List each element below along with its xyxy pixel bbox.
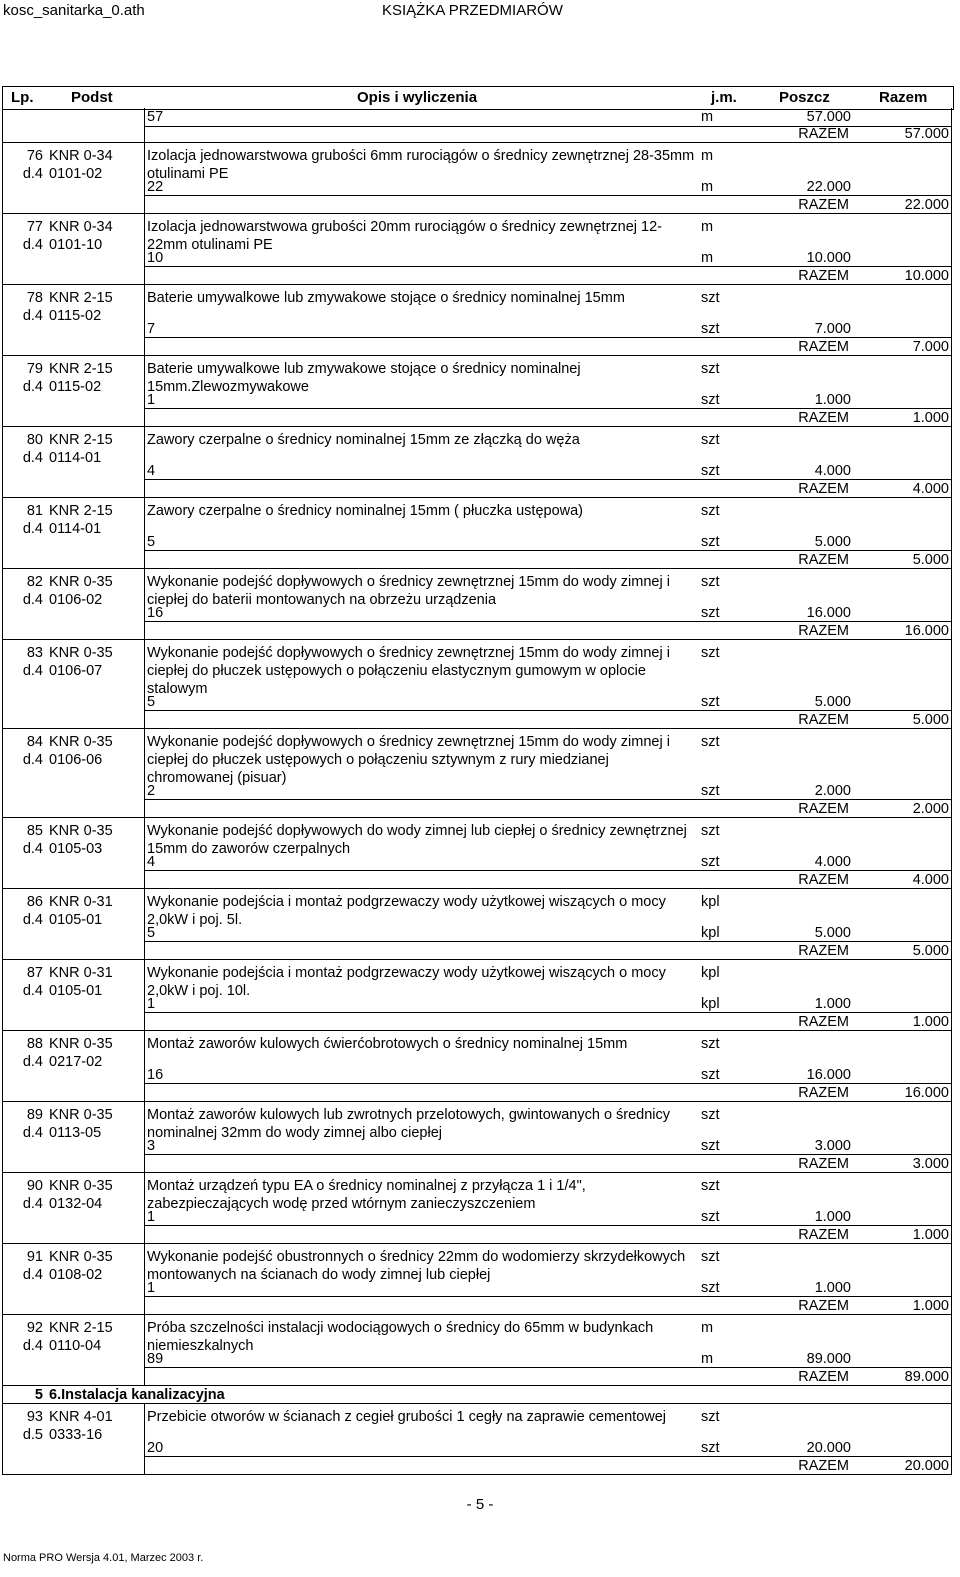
item-quantity-unit: szt — [701, 694, 720, 710]
item-knr-code: KNR 0-35 — [49, 1107, 113, 1123]
item-poszcz: 5.000 — [814, 925, 851, 941]
item-lp: 81 — [26, 503, 43, 519]
item-knr-code: KNR 0-35 — [49, 1178, 113, 1194]
item-razem: 1.000 — [912, 1014, 949, 1030]
item-knr-number: 0110-04 — [49, 1338, 102, 1354]
item-row — [2, 569, 952, 640]
item-d: d.4 — [22, 592, 43, 608]
carryover-razem-label: RAZEM — [798, 126, 849, 142]
item-knr-code: KNR 0-31 — [49, 894, 113, 910]
item-d: d.4 — [22, 752, 43, 768]
carryover-razem: 57.000 — [904, 126, 949, 142]
item-lp: 90 — [26, 1178, 43, 1194]
column-header-row — [2, 86, 954, 110]
item-knr-number: 0101-10 — [49, 237, 103, 253]
item-razem-label: RAZEM — [798, 1298, 849, 1314]
item-quantity: 1 — [147, 996, 156, 1012]
item-d: d.4 — [22, 1054, 43, 1070]
item-knr-code: KNR 0-35 — [49, 574, 113, 590]
item-razem-label: RAZEM — [798, 712, 849, 728]
item-razem-label: RAZEM — [798, 268, 849, 284]
item-unit: kpl — [701, 894, 720, 910]
item-quantity: 4 — [147, 854, 156, 870]
item-razem: 7.000 — [912, 339, 949, 355]
item-knr-code: KNR 2-15 — [49, 361, 113, 377]
item-description: Zawory czerpalne o średnicy nominalnej 15mm ze złączką do węża — [147, 432, 580, 448]
item-razem: 1.000 — [912, 410, 949, 426]
item-quantity-unit: m — [701, 179, 714, 195]
item-lp: 87 — [26, 965, 43, 981]
item-d: d.5 — [22, 1427, 43, 1443]
item-unit: szt — [701, 1409, 720, 1425]
item-description: Wykonanie podejść obustronnych o średnicy 22mm do wodomierzy skrzydełkowych montowanych na ścianach do wody zimnej lub ciepłej — [147, 1249, 686, 1283]
item-lp: 86 — [26, 894, 43, 910]
item-knr-code: KNR 2-15 — [49, 503, 113, 519]
item-d: d.4 — [22, 521, 43, 537]
item-d: d.4 — [22, 983, 43, 999]
item-unit: m — [701, 148, 714, 164]
item-d: d.4 — [22, 663, 43, 679]
item-quantity-unit: szt — [701, 463, 720, 479]
item-knr-code: KNR 0-34 — [49, 148, 113, 164]
item-quantity: 16 — [147, 1067, 164, 1083]
item-row — [2, 889, 952, 960]
item-poszcz: 1.000 — [814, 1209, 851, 1225]
item-lp: 88 — [26, 1036, 43, 1052]
item-knr-code: KNR 0-31 — [49, 965, 113, 981]
item-quantity: 5 — [147, 694, 156, 710]
item-poszcz: 5.000 — [814, 694, 851, 710]
item-lp: 78 — [26, 290, 43, 306]
col-opis: Opis i wyliczenia — [357, 89, 478, 106]
item-razem: 16.000 — [904, 1085, 949, 1101]
item-description: Zawory czerpalne o średnicy nominalnej 15mm ( płuczka ustępowa) — [147, 503, 583, 519]
item-quantity-unit: kpl — [701, 925, 720, 941]
item-poszcz: 16.000 — [806, 605, 851, 621]
item-razem-label: RAZEM — [798, 552, 849, 568]
section-title: 6.Instalacja kanalizacyjna — [49, 1387, 225, 1403]
item-description: Wykonanie podejść dopływowych o średnicy zewnętrznej 15mm do wody zimnej i ciepłej do płuczek ustępowych o połączeniu elastycznym gumowym w oplocie stalowym — [147, 645, 670, 697]
column-divider — [144, 640, 145, 728]
item-razem-label: RAZEM — [798, 1369, 849, 1385]
item-unit: szt — [701, 574, 720, 590]
col-jm: j.m. — [711, 89, 737, 106]
item-quantity-unit: szt — [701, 1138, 720, 1154]
carryover-qty: 57 — [147, 109, 164, 125]
item-unit: szt — [701, 503, 720, 519]
item-razem-label: RAZEM — [798, 872, 849, 888]
item-quantity: 3 — [147, 1138, 156, 1154]
item-row — [2, 818, 952, 889]
item-knr-number: 0217-02 — [49, 1054, 103, 1070]
item-razem: 20.000 — [904, 1458, 949, 1474]
item-quantity: 1 — [147, 392, 156, 408]
carryover-unit: m — [701, 109, 714, 125]
item-quantity: 7 — [147, 321, 156, 337]
item-lp: 82 — [26, 574, 43, 590]
item-knr-number: 0114-01 — [49, 521, 102, 537]
item-quantity-unit: kpl — [701, 996, 720, 1012]
item-d: d.4 — [22, 1338, 43, 1354]
item-razem-label: RAZEM — [798, 197, 849, 213]
item-lp: 93 — [26, 1409, 43, 1425]
item-razem-label: RAZEM — [798, 339, 849, 355]
item-razem-label: RAZEM — [798, 1156, 849, 1172]
item-unit: szt — [701, 290, 720, 306]
item-razem-label: RAZEM — [798, 801, 849, 817]
item-d: d.4 — [22, 912, 43, 928]
item-knr-number: 0113-05 — [49, 1125, 102, 1141]
item-quantity: 16 — [147, 605, 164, 621]
item-unit: m — [701, 1320, 714, 1336]
item-d: d.4 — [22, 308, 43, 324]
item-lp: 92 — [26, 1320, 43, 1336]
item-knr-number: 0106-07 — [49, 663, 103, 679]
item-description: Baterie umywalkowe lub zmywakowe stojące o średnicy nominalnej 15mm.Zlewozmywakowe — [147, 361, 581, 395]
item-d: d.4 — [22, 1125, 43, 1141]
item-razem-label: RAZEM — [798, 410, 849, 426]
item-knr-code: KNR 2-15 — [49, 1320, 113, 1336]
item-row — [2, 960, 952, 1031]
item-razem: 89.000 — [904, 1369, 949, 1385]
item-quantity-unit: szt — [701, 1209, 720, 1225]
column-divider — [144, 729, 145, 817]
item-knr-code: KNR 0-34 — [49, 219, 113, 235]
item-knr-number: 0115-02 — [49, 379, 102, 395]
item-description: Wykonanie podejść dopływowych o średnicy zewnętrznej 15mm do wody zimnej i ciepłej do płuczek ustępowych o połączeniu sztywnym z rury miedzianej chromowanej (pisuar) — [147, 734, 670, 786]
item-unit: szt — [701, 645, 720, 661]
item-quantity-unit: szt — [701, 854, 720, 870]
item-poszcz: 89.000 — [806, 1351, 851, 1367]
col-razem: Razem — [879, 89, 928, 106]
item-lp: 85 — [26, 823, 43, 839]
item-quantity-unit: szt — [701, 783, 720, 799]
item-knr-code: KNR 2-15 — [49, 290, 113, 306]
item-description: Montaż urządzeń typu EA o średnicy nominalnej z przyłącza 1 i 1/4", zabezpieczających wodę przed wtórnym zanieczyszczeniem — [147, 1178, 586, 1212]
item-razem-label: RAZEM — [798, 1085, 849, 1101]
item-razem: 16.000 — [904, 623, 949, 639]
item-razem: 2.000 — [912, 801, 949, 817]
file-name: kosc_sanitarka_0.ath — [3, 2, 145, 19]
item-razem: 1.000 — [912, 1298, 949, 1314]
item-d: d.4 — [22, 1196, 43, 1212]
item-row — [2, 1031, 952, 1102]
item-unit: kpl — [701, 965, 720, 981]
item-knr-number: 0114-01 — [49, 450, 102, 466]
item-knr-code: KNR 0-35 — [49, 1036, 113, 1052]
item-quantity: 2 — [147, 783, 156, 799]
item-quantity-unit: szt — [701, 1440, 720, 1456]
item-quantity-unit: szt — [701, 321, 720, 337]
item-description: Wykonanie podejścia i montaż podgrzewaczy wody użytkowej wiszących o mocy 2,0kW i poj. 5l. — [147, 894, 666, 928]
item-quantity: 4 — [147, 463, 156, 479]
item-razem-label: RAZEM — [798, 623, 849, 639]
item-poszcz: 16.000 — [806, 1067, 851, 1083]
item-poszcz: 5.000 — [814, 534, 851, 550]
item-quantity-unit: m — [701, 1351, 714, 1367]
item-quantity-unit: szt — [701, 1067, 720, 1083]
item-razem: 10.000 — [904, 268, 949, 284]
item-knr-code: KNR 0-35 — [49, 1249, 113, 1265]
item-d: d.4 — [22, 1267, 43, 1283]
item-row — [2, 143, 952, 214]
item-poszcz: 1.000 — [814, 996, 851, 1012]
item-row — [2, 427, 952, 498]
item-razem: 3.000 — [912, 1156, 949, 1172]
item-razem: 5.000 — [912, 552, 949, 568]
item-knr-number: 0105-01 — [49, 912, 103, 928]
item-unit: szt — [701, 734, 720, 750]
item-poszcz: 4.000 — [814, 463, 851, 479]
item-quantity: 22 — [147, 179, 164, 195]
item-poszcz: 10.000 — [806, 250, 851, 266]
item-razem-label: RAZEM — [798, 1014, 849, 1030]
item-razem-label: RAZEM — [798, 1458, 849, 1474]
item-lp: 89 — [26, 1107, 43, 1123]
item-knr-number: 0108-02 — [49, 1267, 103, 1283]
item-row — [2, 729, 952, 818]
item-razem: 1.000 — [912, 1227, 949, 1243]
item-poszcz: 1.000 — [814, 392, 851, 408]
page-number: - 5 - — [466, 1496, 494, 1513]
item-quantity: 89 — [147, 1351, 164, 1367]
item-quantity-unit: m — [701, 250, 714, 266]
item-quantity: 5 — [147, 925, 156, 941]
item-knr-code: KNR 0-35 — [49, 823, 113, 839]
item-poszcz: 22.000 — [806, 179, 851, 195]
item-quantity: 20 — [147, 1440, 164, 1456]
item-poszcz: 7.000 — [814, 321, 851, 337]
item-row — [2, 1244, 952, 1315]
item-row — [2, 285, 952, 356]
item-knr-number: 0101-02 — [49, 166, 103, 182]
item-unit: m — [701, 219, 714, 235]
item-knr-number: 0333-16 — [49, 1427, 103, 1443]
item-unit: szt — [701, 1036, 720, 1052]
item-knr-code: KNR 0-35 — [49, 734, 113, 750]
item-lp: 76 — [26, 148, 43, 164]
item-knr-number: 0132-04 — [49, 1196, 103, 1212]
item-unit: szt — [701, 361, 720, 377]
item-row — [2, 214, 952, 285]
item-d: d.4 — [22, 841, 43, 857]
item-description: Montaż zaworów kulowych ćwierćobrotowych o średnicy nominalnej 15mm — [147, 1036, 628, 1052]
item-description: Izolacja jednowarstwowa grubości 6mm rurociągów o średnicy zewnętrznej 28-35mm otulinami PE — [147, 148, 695, 182]
item-row — [2, 1102, 952, 1173]
item-knr-number: 0105-01 — [49, 983, 103, 999]
item-poszcz: 4.000 — [814, 854, 851, 870]
item-razem-label: RAZEM — [798, 1227, 849, 1243]
item-description: Izolacja jednowarstwowa grubości 20mm rurociągów o średnicy zewnętrznej 12-22mm otulinami PE — [147, 219, 662, 253]
item-lp: 83 — [26, 645, 43, 661]
col-lp: Lp. — [11, 89, 34, 106]
item-poszcz: 20.000 — [806, 1440, 851, 1456]
item-razem-label: RAZEM — [798, 481, 849, 497]
item-poszcz: 1.000 — [814, 1280, 851, 1296]
col-poszcz: Poszcz — [779, 89, 830, 106]
carryover-poszcz: 57.000 — [806, 109, 851, 125]
item-row — [2, 498, 952, 569]
item-row — [2, 1315, 952, 1386]
item-razem-label: RAZEM — [798, 943, 849, 959]
item-description: Baterie umywalkowe lub zmywakowe stojące o średnicy nominalnej 15mm — [147, 290, 625, 306]
carryover-row — [2, 108, 952, 143]
item-lp: 77 — [26, 219, 43, 235]
item-razem: 5.000 — [912, 712, 949, 728]
item-lp: 79 — [26, 361, 43, 377]
item-row — [2, 640, 952, 729]
item-razem: 5.000 — [912, 943, 949, 959]
item-quantity: 5 — [147, 534, 156, 550]
item-description: Wykonanie podejść dopływowych o średnicy zewnętrznej 15mm do wody zimnej i ciepłej do baterii montowanych na obrzeżu urządzenia — [147, 574, 670, 608]
item-d: d.4 — [22, 237, 43, 253]
item-quantity-unit: szt — [701, 1280, 720, 1296]
item-quantity-unit: szt — [701, 605, 720, 621]
item-lp: 91 — [26, 1249, 43, 1265]
item-razem: 4.000 — [912, 481, 949, 497]
item-d: d.4 — [22, 379, 43, 395]
section-number: 5 — [34, 1387, 43, 1403]
item-row — [2, 356, 952, 427]
section-row — [2, 1386, 952, 1404]
item-knr-code: KNR 2-15 — [49, 432, 113, 448]
software-version: Norma PRO Wersja 4.01, Marzec 2003 r. — [3, 1552, 204, 1564]
document-title: KSIĄŻKA PRZEDMIARÓW — [382, 2, 563, 19]
item-poszcz: 3.000 — [814, 1138, 851, 1154]
item-quantity-unit: szt — [701, 392, 720, 408]
item-row — [2, 1173, 952, 1244]
item-row — [2, 1404, 952, 1475]
item-quantity: 1 — [147, 1209, 156, 1225]
item-knr-number: 0115-02 — [49, 308, 102, 324]
item-description: Wykonanie podejść dopływowych do wody zimnej lub ciepłej o średnicy zewnętrznej 15mm do zaworów czerpalnych — [147, 823, 687, 857]
item-razem: 4.000 — [912, 872, 949, 888]
item-description: Wykonanie podejścia i montaż podgrzewaczy wody użytkowej wiszących o mocy 2,0kW i poj. 10l. — [147, 965, 666, 999]
item-knr-number: 0106-06 — [49, 752, 103, 768]
item-lp: 84 — [26, 734, 43, 750]
item-quantity-unit: szt — [701, 534, 720, 550]
item-unit: szt — [701, 1249, 720, 1265]
item-knr-number: 0106-02 — [49, 592, 103, 608]
item-knr-code: KNR 0-35 — [49, 645, 113, 661]
item-quantity: 10 — [147, 250, 164, 266]
item-d: d.4 — [22, 450, 43, 466]
item-description: Przebicie otworów w ścianach z cegieł grubości 1 cegły na zaprawie cementowej — [147, 1409, 667, 1425]
item-quantity: 1 — [147, 1280, 156, 1296]
item-unit: szt — [701, 823, 720, 839]
item-description: Próba szczelności instalacji wodociągowych o średnicy do 65mm w budynkach niemieszkalnych — [147, 1320, 654, 1354]
item-unit: szt — [701, 432, 720, 448]
item-knr-number: 0105-03 — [49, 841, 103, 857]
item-unit: szt — [701, 1107, 720, 1123]
item-knr-code: KNR 4-01 — [49, 1409, 113, 1425]
item-unit: szt — [701, 1178, 720, 1194]
item-razem: 22.000 — [904, 197, 949, 213]
item-lp: 80 — [26, 432, 43, 448]
item-description: Montaż zaworów kulowych lub zwrotnych przelotowych, gwintowanych o średnicy nominalnej 32mm do wody zimnej albo ciepłej — [147, 1107, 671, 1141]
item-d: d.4 — [22, 166, 43, 182]
przedmiar-table — [2, 108, 952, 1475]
item-poszcz: 2.000 — [814, 783, 851, 799]
col-podst: Podst — [71, 89, 113, 106]
